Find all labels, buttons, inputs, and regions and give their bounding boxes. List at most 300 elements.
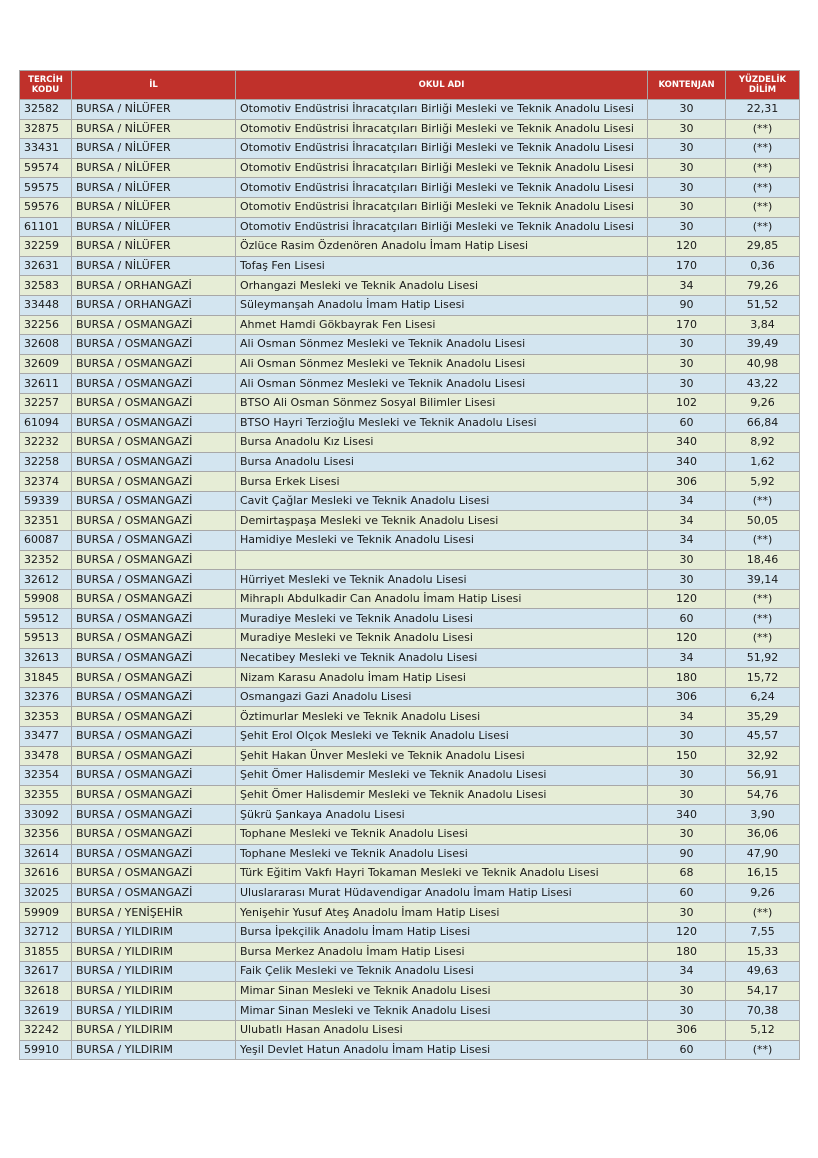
table-row [20, 178, 800, 198]
cell-school: Nizam Karasu Anadolu İmam Hatip Lisesi [236, 668, 648, 688]
cell-pct: (**) [726, 903, 800, 923]
cell-code: 59513 [20, 629, 72, 649]
cell-code: 32611 [20, 374, 72, 394]
cell-school: Otomotiv Endüstrisi İhracatçıları Birliği Mesleki ve Teknik Anadolu Lisesi [236, 100, 648, 120]
cell-pct: 39,14 [726, 570, 800, 590]
table-row [20, 981, 800, 1001]
cell-province: BURSA / NİLÜFER [72, 119, 236, 139]
cell-province: BURSA / OSMANGAZİ [72, 491, 236, 511]
cell-school: Bursa Erkek Lisesi [236, 472, 648, 492]
cell-province: BURSA / NİLÜFER [72, 197, 236, 217]
table-row [20, 531, 800, 551]
table-row [20, 256, 800, 276]
cell-quota: 180 [648, 668, 726, 688]
cell-province: BURSA / OSMANGAZİ [72, 864, 236, 884]
cell-school: Bursa İpekçilik Anadolu İmam Hatip Lisesi [236, 922, 648, 942]
cell-code: 59575 [20, 178, 72, 198]
cell-province: BURSA / OSMANGAZİ [72, 354, 236, 374]
table-row [20, 100, 800, 120]
cell-school: Tofaş Fen Lisesi [236, 256, 648, 276]
cell-pct: 36,06 [726, 824, 800, 844]
cell-pct: 18,46 [726, 550, 800, 570]
table-row [20, 785, 800, 805]
table-row [20, 119, 800, 139]
table-row [20, 962, 800, 982]
cell-quota: 60 [648, 883, 726, 903]
cell-pct: 47,90 [726, 844, 800, 864]
cell-province: BURSA / NİLÜFER [72, 158, 236, 178]
cell-code: 32257 [20, 393, 72, 413]
cell-school: Otomotiv Endüstrisi İhracatçıları Birliği Mesleki ve Teknik Anadolu Lisesi [236, 217, 648, 237]
header-quota: KONTENJAN [648, 71, 726, 100]
cell-province: BURSA / OSMANGAZİ [72, 648, 236, 668]
header-pct-line2: DİLİM [748, 85, 777, 95]
table-row [20, 570, 800, 590]
cell-code: 32351 [20, 511, 72, 531]
cell-province: BURSA / OSMANGAZİ [72, 844, 236, 864]
table-row [20, 276, 800, 296]
cell-school: Öztimurlar Mesleki ve Teknik Anadolu Lisesi [236, 707, 648, 727]
cell-quota: 340 [648, 452, 726, 472]
table-row [20, 374, 800, 394]
cell-pct: (**) [726, 531, 800, 551]
table-row [20, 766, 800, 786]
cell-quota: 34 [648, 491, 726, 511]
cell-province: BURSA / OSMANGAZİ [72, 785, 236, 805]
cell-school: Hamidiye Mesleki ve Teknik Anadolu Lisesi [236, 531, 648, 551]
cell-province: BURSA / NİLÜFER [72, 139, 236, 159]
cell-province: BURSA / OSMANGAZİ [72, 374, 236, 394]
table-row [20, 687, 800, 707]
cell-code: 32613 [20, 648, 72, 668]
cell-province: BURSA / NİLÜFER [72, 217, 236, 237]
cell-pct: (**) [726, 197, 800, 217]
table-row [20, 668, 800, 688]
cell-pct: 39,49 [726, 335, 800, 355]
table-row [20, 452, 800, 472]
cell-school: Ali Osman Sönmez Mesleki ve Teknik Anadolu Lisesi [236, 354, 648, 374]
cell-quota: 30 [648, 335, 726, 355]
cell-pct: 35,29 [726, 707, 800, 727]
cell-code: 32356 [20, 824, 72, 844]
cell-quota: 30 [648, 903, 726, 923]
cell-pct: 5,12 [726, 1020, 800, 1040]
cell-school: Otomotiv Endüstrisi İhracatçıları Birliği Mesleki ve Teknik Anadolu Lisesi [236, 139, 648, 159]
cell-school: Demirtaşpaşa Mesleki ve Teknik Anadolu Lisesi [236, 511, 648, 531]
cell-pct: 43,22 [726, 374, 800, 394]
table-row [20, 942, 800, 962]
table-row [20, 217, 800, 237]
cell-school: Türk Eğitim Vakfı Hayri Tokaman Mesleki ve Teknik Anadolu Lisesi [236, 864, 648, 884]
cell-school: Ahmet Hamdi Gökbayrak Fen Lisesi [236, 315, 648, 335]
cell-quota: 30 [648, 824, 726, 844]
cell-quota: 340 [648, 805, 726, 825]
table-row [20, 197, 800, 217]
cell-province: BURSA / OSMANGAZİ [72, 335, 236, 355]
cell-province: BURSA / YILDIRIM [72, 942, 236, 962]
cell-quota: 30 [648, 785, 726, 805]
cell-pct: 6,24 [726, 687, 800, 707]
cell-pct: (**) [726, 158, 800, 178]
cell-quota: 30 [648, 766, 726, 786]
cell-code: 61101 [20, 217, 72, 237]
cell-pct: 54,76 [726, 785, 800, 805]
table-row [20, 629, 800, 649]
cell-province: BURSA / NİLÜFER [72, 100, 236, 120]
cell-quota: 30 [648, 178, 726, 198]
cell-code: 32352 [20, 550, 72, 570]
cell-code: 32612 [20, 570, 72, 590]
table-row [20, 707, 800, 727]
cell-province: BURSA / YILDIRIM [72, 981, 236, 1001]
cell-province: BURSA / OSMANGAZİ [72, 531, 236, 551]
cell-quota: 30 [648, 139, 726, 159]
cell-province: BURSA / NİLÜFER [72, 237, 236, 257]
cell-code: 32618 [20, 981, 72, 1001]
cell-province: BURSA / OSMANGAZİ [72, 393, 236, 413]
header-school: OKUL ADI [236, 71, 648, 100]
cell-school: Otomotiv Endüstrisi İhracatçıları Birliği Mesleki ve Teknik Anadolu Lisesi [236, 178, 648, 198]
cell-code: 60087 [20, 531, 72, 551]
cell-province: BURSA / ORHANGAZİ [72, 276, 236, 296]
cell-code: 59574 [20, 158, 72, 178]
table-row [20, 903, 800, 923]
table-row [20, 550, 800, 570]
cell-quota: 34 [648, 707, 726, 727]
cell-quota: 30 [648, 727, 726, 747]
cell-quota: 60 [648, 609, 726, 629]
table-row [20, 413, 800, 433]
cell-pct: 29,85 [726, 237, 800, 257]
cell-code: 32232 [20, 433, 72, 453]
cell-pct: 70,38 [726, 1001, 800, 1021]
cell-quota: 34 [648, 511, 726, 531]
cell-school: Otomotiv Endüstrisi İhracatçıları Birliği Mesleki ve Teknik Anadolu Lisesi [236, 119, 648, 139]
cell-code: 32712 [20, 922, 72, 942]
cell-school: Ulubatlı Hasan Anadolu Lisesi [236, 1020, 648, 1040]
header-row [20, 71, 800, 100]
cell-pct: 0,36 [726, 256, 800, 276]
cell-province: BURSA / OSMANGAZİ [72, 746, 236, 766]
cell-quota: 120 [648, 922, 726, 942]
cell-pct: 8,92 [726, 433, 800, 453]
cell-quota: 30 [648, 197, 726, 217]
cell-pct: 15,33 [726, 942, 800, 962]
cell-quota: 340 [648, 433, 726, 453]
cell-province: BURSA / OSMANGAZİ [72, 727, 236, 747]
cell-school: Muradiye Mesleki ve Teknik Anadolu Lisesi [236, 609, 648, 629]
cell-quota: 170 [648, 315, 726, 335]
cell-school: Şehit Hakan Ünver Mesleki ve Teknik Anadolu Lisesi [236, 746, 648, 766]
header-pct [726, 71, 800, 100]
cell-pct: 15,72 [726, 668, 800, 688]
cell-school: Cavit Çağlar Mesleki ve Teknik Anadolu Lisesi [236, 491, 648, 511]
cell-code: 59576 [20, 197, 72, 217]
cell-code: 31845 [20, 668, 72, 688]
cell-province: BURSA / OSMANGAZİ [72, 511, 236, 531]
table-row [20, 1040, 800, 1060]
cell-school: Tophane Mesleki ve Teknik Anadolu Lisesi [236, 844, 648, 864]
cell-quota: 30 [648, 158, 726, 178]
cell-quota: 60 [648, 413, 726, 433]
cell-province: BURSA / OSMANGAZİ [72, 629, 236, 649]
cell-pct: (**) [726, 217, 800, 237]
cell-code: 32631 [20, 256, 72, 276]
cell-quota: 34 [648, 531, 726, 551]
cell-province: BURSA / OSMANGAZİ [72, 589, 236, 609]
cell-pct: (**) [726, 119, 800, 139]
cell-quota: 30 [648, 550, 726, 570]
cell-quota: 120 [648, 237, 726, 257]
cell-code: 33478 [20, 746, 72, 766]
cell-code: 32617 [20, 962, 72, 982]
cell-province: BURSA / OSMANGAZİ [72, 472, 236, 492]
cell-pct: 40,98 [726, 354, 800, 374]
cell-pct: 51,52 [726, 295, 800, 315]
cell-pct: 66,84 [726, 413, 800, 433]
cell-quota: 68 [648, 864, 726, 884]
cell-pct: 49,63 [726, 962, 800, 982]
cell-province: BURSA / OSMANGAZİ [72, 766, 236, 786]
cell-school: Özlüce Rasim Özdenören Anadolu İmam Hatip Lisesi [236, 237, 648, 257]
cell-code: 61094 [20, 413, 72, 433]
cell-pct: 22,31 [726, 100, 800, 120]
cell-pct: 54,17 [726, 981, 800, 1001]
cell-code: 32875 [20, 119, 72, 139]
cell-code: 32608 [20, 335, 72, 355]
cell-pct: (**) [726, 1040, 800, 1060]
cell-code: 59909 [20, 903, 72, 923]
cell-pct: (**) [726, 139, 800, 159]
cell-quota: 306 [648, 1020, 726, 1040]
cell-school: Tophane Mesleki ve Teknik Anadolu Lisesi [236, 824, 648, 844]
table-row [20, 295, 800, 315]
cell-code: 33092 [20, 805, 72, 825]
cell-school: Ali Osman Sönmez Mesleki ve Teknik Anadolu Lisesi [236, 335, 648, 355]
cell-pct: (**) [726, 629, 800, 649]
table-row [20, 393, 800, 413]
table-row [20, 491, 800, 511]
cell-quota: 34 [648, 276, 726, 296]
table-row [20, 883, 800, 903]
cell-province: BURSA / OSMANGAZİ [72, 707, 236, 727]
cell-code: 32258 [20, 452, 72, 472]
cell-code: 32353 [20, 707, 72, 727]
cell-pct: (**) [726, 491, 800, 511]
cell-province: BURSA / OSMANGAZİ [72, 824, 236, 844]
cell-pct: 3,84 [726, 315, 800, 335]
cell-pct: 3,90 [726, 805, 800, 825]
table-row [20, 609, 800, 629]
cell-province: BURSA / OSMANGAZİ [72, 452, 236, 472]
cell-school: Otomotiv Endüstrisi İhracatçıları Birliği Mesleki ve Teknik Anadolu Lisesi [236, 158, 648, 178]
table-row [20, 844, 800, 864]
cell-school: Bursa Merkez Anadolu İmam Hatip Lisesi [236, 942, 648, 962]
cell-pct: (**) [726, 178, 800, 198]
cell-school: Hürriyet Mesleki ve Teknik Anadolu Lisesi [236, 570, 648, 590]
cell-province: BURSA / OSMANGAZİ [72, 550, 236, 570]
table-row [20, 746, 800, 766]
cell-school: Şükrü Şankaya Anadolu Lisesi [236, 805, 648, 825]
table-row [20, 158, 800, 178]
cell-quota: 30 [648, 1001, 726, 1021]
cell-quota: 102 [648, 393, 726, 413]
cell-province: BURSA / OSMANGAZİ [72, 805, 236, 825]
cell-school: Faik Çelik Mesleki ve Teknik Anadolu Lisesi [236, 962, 648, 982]
cell-code: 32025 [20, 883, 72, 903]
header-code-line2: KODU [31, 85, 60, 95]
cell-code: 33477 [20, 727, 72, 747]
cell-code: 33431 [20, 139, 72, 159]
header-code-line1: TERCİH [28, 75, 63, 85]
cell-province: BURSA / OSMANGAZİ [72, 687, 236, 707]
cell-school: Şehit Ömer Halisdemir Mesleki ve Teknik Anadolu Lisesi [236, 766, 648, 786]
table-row [20, 1001, 800, 1021]
table-row [20, 433, 800, 453]
header-province: İL [72, 71, 236, 100]
cell-code: 32355 [20, 785, 72, 805]
cell-quota: 30 [648, 217, 726, 237]
header-pct-line1: YÜZDELİK [738, 75, 787, 85]
cell-code: 31855 [20, 942, 72, 962]
table-row [20, 472, 800, 492]
table-row [20, 727, 800, 747]
cell-pct: 7,55 [726, 922, 800, 942]
cell-school: Yeşil Devlet Hatun Anadolu İmam Hatip Lisesi [236, 1040, 648, 1060]
cell-province: BURSA / ORHANGAZİ [72, 295, 236, 315]
cell-quota: 150 [648, 746, 726, 766]
cell-school: Şehit Ömer Halisdemir Mesleki ve Teknik Anadolu Lisesi [236, 785, 648, 805]
cell-quota: 30 [648, 374, 726, 394]
cell-school: Süleymanşah Anadolu İmam Hatip Lisesi [236, 295, 648, 315]
cell-quota: 30 [648, 100, 726, 120]
cell-pct: 16,15 [726, 864, 800, 884]
header-code [20, 71, 72, 100]
cell-pct: 9,26 [726, 393, 800, 413]
cell-pct: 79,26 [726, 276, 800, 296]
cell-code: 32374 [20, 472, 72, 492]
cell-pct: (**) [726, 609, 800, 629]
cell-school: Orhangazi Mesleki ve Teknik Anadolu Lisesi [236, 276, 648, 296]
cell-code: 59908 [20, 589, 72, 609]
cell-quota: 120 [648, 589, 726, 609]
cell-province: BURSA / OSMANGAZİ [72, 413, 236, 433]
cell-code: 59339 [20, 491, 72, 511]
cell-code: 32376 [20, 687, 72, 707]
cell-school: Yenişehir Yusuf Ateş Anadolu İmam Hatip Lisesi [236, 903, 648, 923]
cell-province: BURSA / YILDIRIM [72, 922, 236, 942]
cell-code: 32614 [20, 844, 72, 864]
cell-province: BURSA / OSMANGAZİ [72, 668, 236, 688]
cell-school: Mimar Sinan Mesleki ve Teknik Anadolu Lisesi [236, 981, 648, 1001]
cell-school: Bursa Anadolu Lisesi [236, 452, 648, 472]
cell-quota: 306 [648, 472, 726, 492]
cell-quota: 34 [648, 962, 726, 982]
cell-code: 32609 [20, 354, 72, 374]
cell-province: BURSA / YILDIRIM [72, 1040, 236, 1060]
cell-school: Ali Osman Sönmez Mesleki ve Teknik Anadolu Lisesi [236, 374, 648, 394]
cell-province: BURSA / OSMANGAZİ [72, 570, 236, 590]
cell-code: 32616 [20, 864, 72, 884]
cell-code: 59512 [20, 609, 72, 629]
cell-pct: (**) [726, 589, 800, 609]
table-row [20, 139, 800, 159]
cell-quota: 30 [648, 119, 726, 139]
cell-code: 32242 [20, 1020, 72, 1040]
cell-quota: 60 [648, 1040, 726, 1060]
cell-province: BURSA / OSMANGAZİ [72, 433, 236, 453]
school-quota-table [19, 70, 800, 1060]
table-row [20, 511, 800, 531]
cell-province: BURSA / YILDIRIM [72, 1001, 236, 1021]
cell-quota: 90 [648, 295, 726, 315]
table-row [20, 589, 800, 609]
cell-pct: 51,92 [726, 648, 800, 668]
cell-school: Mihraplı Abdulkadir Can Anadolu İmam Hatip Lisesi [236, 589, 648, 609]
cell-province: BURSA / OSMANGAZİ [72, 315, 236, 335]
cell-quota: 120 [648, 629, 726, 649]
cell-quota: 30 [648, 354, 726, 374]
cell-province: BURSA / NİLÜFER [72, 256, 236, 276]
cell-code: 32256 [20, 315, 72, 335]
table-row [20, 864, 800, 884]
cell-province: BURSA / YILDIRIM [72, 962, 236, 982]
cell-code: 32354 [20, 766, 72, 786]
cell-code: 32583 [20, 276, 72, 296]
cell-quota: 306 [648, 687, 726, 707]
cell-quota: 90 [648, 844, 726, 864]
table-row [20, 922, 800, 942]
table-row [20, 335, 800, 355]
cell-pct: 50,05 [726, 511, 800, 531]
cell-code: 33448 [20, 295, 72, 315]
cell-school: Bursa Anadolu Kız Lisesi [236, 433, 648, 453]
table-row [20, 1020, 800, 1040]
table-row [20, 805, 800, 825]
cell-school: BTSO Ali Osman Sönmez Sosyal Bilimler Lisesi [236, 393, 648, 413]
cell-province: BURSA / NİLÜFER [72, 178, 236, 198]
cell-pct: 32,92 [726, 746, 800, 766]
table-row [20, 315, 800, 335]
cell-quota: 170 [648, 256, 726, 276]
cell-pct: 9,26 [726, 883, 800, 903]
cell-school: BTSO Hayri Terzioğlu Mesleki ve Teknik Anadolu Lisesi [236, 413, 648, 433]
cell-school: Osmangazi Gazi Anadolu Lisesi [236, 687, 648, 707]
cell-pct: 5,92 [726, 472, 800, 492]
cell-quota: 180 [648, 942, 726, 962]
cell-pct: 45,57 [726, 727, 800, 747]
cell-school: Necatibey Mesleki ve Teknik Anadolu Lisesi [236, 648, 648, 668]
cell-school: Mimar Sinan Mesleki ve Teknik Anadolu Lisesi [236, 1001, 648, 1021]
table-row [20, 648, 800, 668]
cell-pct: 56,91 [726, 766, 800, 786]
cell-code: 32259 [20, 237, 72, 257]
cell-province: BURSA / OSMANGAZİ [72, 609, 236, 629]
cell-quota: 30 [648, 981, 726, 1001]
cell-pct: 1,62 [726, 452, 800, 472]
table-row [20, 824, 800, 844]
cell-province: BURSA / OSMANGAZİ [72, 883, 236, 903]
cell-school: Otomotiv Endüstrisi İhracatçıları Birliği Mesleki ve Teknik Anadolu Lisesi [236, 197, 648, 217]
cell-code: 59910 [20, 1040, 72, 1060]
cell-quota: 34 [648, 648, 726, 668]
cell-school [236, 550, 648, 570]
cell-school: Uluslararası Murat Hüdavendigar Anadolu İmam Hatip Lisesi [236, 883, 648, 903]
cell-code: 32582 [20, 100, 72, 120]
cell-school: Muradiye Mesleki ve Teknik Anadolu Lisesi [236, 629, 648, 649]
table-row [20, 237, 800, 257]
cell-school: Şehit Erol Olçok Mesleki ve Teknik Anadolu Lisesi [236, 727, 648, 747]
